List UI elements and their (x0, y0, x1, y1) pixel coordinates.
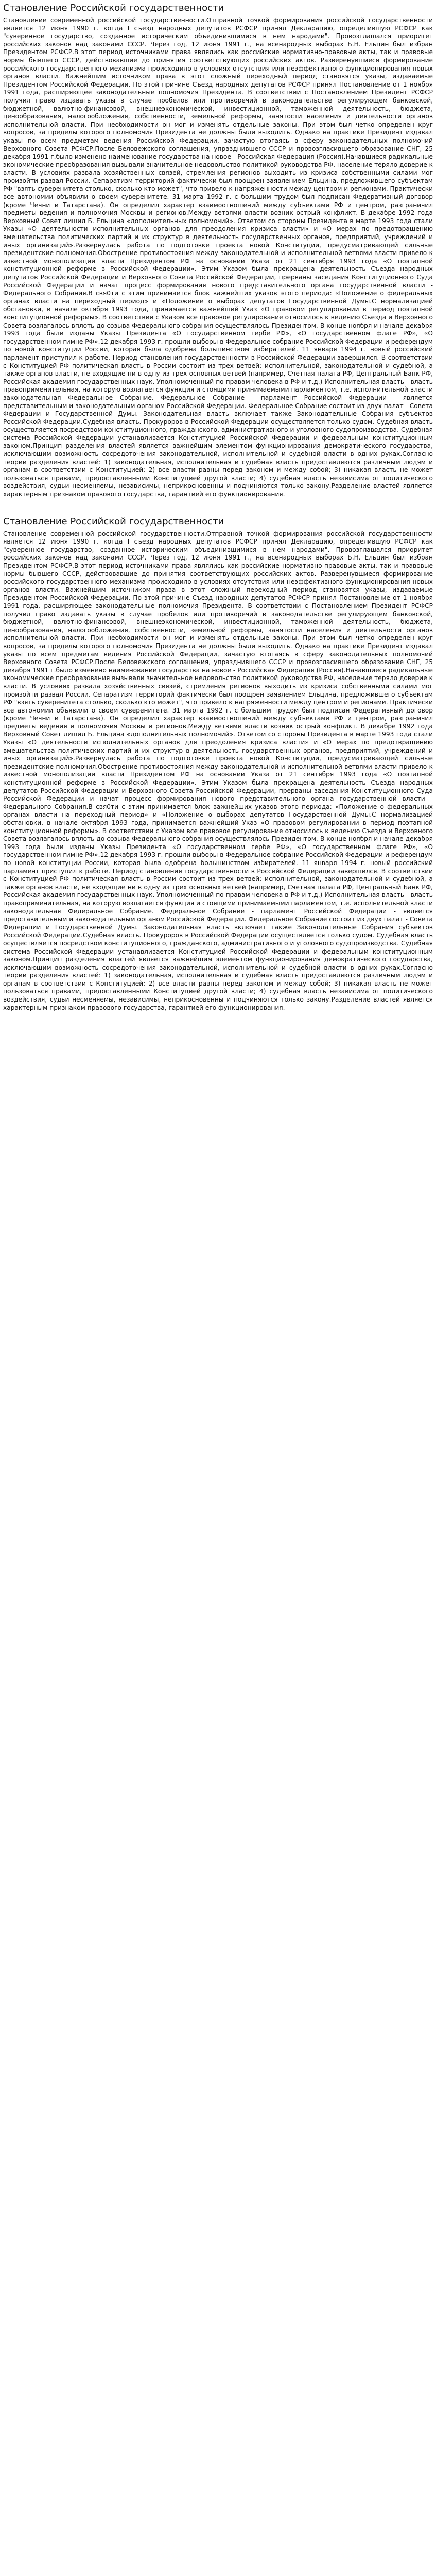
article-body: Становление современной российской государственности.Отправной точкой формирования российской государственности является 12 июня 1990 г. когда I съезд народных депутатов РСФСР принял Декларацию, определившую РСФСР как "суверенное государство, созданное историческим объединившимися в нем народами". Провозглашался приоритет российских законов над законами СССР. Через год, 12 июня 1991 г., на всенародных выборах Б.Н. Ельцин был избран Президентом РСФСР.В этот период источниками права являлись как российские нормативно-правовые акты, так и правовые нормы бывшего СССР, действовавшие до принятия соответствующих российских актов. Разверенувшиеся формирование российского государственного механизма происходило в условиях отсутствия или неэффективного функционирования новых органов власти. Важнейшим источником права в этот сложный переходный период становятся указы, издаваемые Президентом Российской Федерации. По этой причине Съезд народных депутатов РСФСР принял Постановление от 1 ноября 1991 года, расширяющее законодательные полномочия Президента. В соответствии с Постановлением Президент РСФСР получил право издавать указы в случае пробелов или противоречий в законодательстве регулирующем банковской, бюджетной, валютно-финансовой, внешнеэкономической, инвестиционной, таможенной деятельность, бюджета, ценообразования, налогообложения, собственности, земельной реформы, занятости населения и деятельности органов исполнительной власти. При необходимости он мог и изменять отдельные законы. При этом был четко определен круг вопросов, за пределы которого полномочия Президента не должны были выходить. Однако на практике Президент издавал указы по всем предметам ведения Российской Федерации, зачастую втогаясь в сферу законодательных полномочий Верховного Совета РСФСР.После Беловежского соглашения, упразднившего СССР и провозгласившего образование СНГ, 25 декабря 1991 г.было изменено наименование государства на новое - Российская Федерация (Россия).Начавшиеся радикальные экономические преобразования вызывали значительное недовольство политикой руководства РФ, население теряло доверие к власти. В условиях развала хозяйственных связей, стремления регионов выходить из кризиса собственными силами мог произойти развал России. Сепаратизм территорий фактически был поощрен заявлением Ельцина, предложившего субъектам РФ "взять суверенитета столько, сколько кто может", что привело к напряженности между центром и регионами. Практически все автономии объявили о своем суверенитете. 31 марта 1992 г. с большим трудом был подписан Федеративный договор (кроме Чечни и Татарстана). Он определил характер взаимоотношений между субъектами РФ и центром, разграничил предметы ведения и полномочия Москвы и регионов.Между ветвями власти возник острый конфликт. В декабре 1992 года Верховный Совет лишил Б. Ельцина «дополнительных полномочий». Ответом со стороны Президента в марте 1993 года стали Указы «О деятельности исполнительных органов для преодоления кризиса власти» и «О мерах по предотвращению вмешательства политических партий и их структур в деятельность государственных органов, предприятий, учреждений и иных организаций».Развернулась работа по подготовке проекта новой Конституции, предусматривающей сильные президентские полномочия.Обострение противостояния между законодательной и исполнительной ветвями власти привело к известной монополизации власти Президентом РФ на основании Указа от 21 сентября 1993 года «О поэтапной конституционной реформе в Российской Федерации». Этим Указом была прекращена деятельность Съезда народных депутатов Российской Федерации и Верховного Совета Российской Федерации, прерваны заседания Конституционного Суда Российской Федерации и начат процесс формирования нового представительного органа государственной власти - Федерального Собрания.В свя0ти с этим принимается блок важнейших указов этого периода: «Положение о федеральных органах власти на переходный период» и «Положение о выборах депутатов Государственной Думы.С нормализацией обстановки, в начале октября 1993 года, принимается важнейший Указ «О правовом регулировании в период поэтапной конституционной реформы». В соответствии с Указом все правовое регулирование относилось к ведению Съезда и Верховного Совета возлагалось вплоть до созыва Федерального собрания осуществлялось Президентом. В конце ноября и начале декабря 1993 года были изданы Указы Президента «О государственном гербе РФ», «О государственном флаге РФ», «О государственном гимне РФ».12 декабря 1993 г. прошли выборы в Федеральное собрание Российской Федерации и референдум по новой конституции России, которая была одобрена большинством избирателей. 11 января 1994 г. новый российский парламент приступил к работе. Период становления государственности в Российской Федерации завершился. В соответствии с Конституцией РФ политическая власть в России состоит из трех ветвей: исполнительной, законодательной и судебной, а также органов власти, не входящие ни в одну из трех основных ветвей (например, Счетная палата РФ, Центральный Банк РФ, Российская академия государственных наук. Уполномоченный по правам человека в РФ и т.д.) Исполнительная власть - власть правоприменительная, на которую возлагается функция и стоящими принимаемыми парламентом, т.е. исполнительной власти законодательная Федеральное Собрание. Федеральное Собрание - парламент Российской Федерации - является представительным и законодательным органом Российской Федерации. Федеральное Собрание состоит из двух палат - Совета Федерации и Государственной Думы. Законодательная власть включает также Законодательные Собрания субъектов Российской Федерации.Судебная власть. Прокуроров в Российской Федерации осуществляется только судом. Судебная власть осуществляется посредством конституционного, гражданского, административного и уголовного судопроизводства. Судебная система Российской Федерации устанавливается Конституцией Российской Федерации и федеральным конституционным законом.Принцип разделения властей является важнейшим элементом функционирования демократического государства, исключающим возможность сосредоточения законодательной, исполнительной и судебной власти в одних руках.Согласно теории разделения властей: 1) законодательная, исполнительная и судебная власть предоставляются различным людям и органам в соответствии с Конституцией; 2) все власти равны перед законом и между собой; 3) никакая власть не может пользоваться правами, предоставленными Конституцией другой власти; 4) судебная власть независима от политического воздействия, судьи несменяемы, независимы, неприкосновенны и подчиняются только закону.Разделение властей является характерным признаком правового государства, гарантией его функционирования. (3, 530, 433, 1011)
article-title: Становление Российской государственности (3, 3, 224, 13)
article-title: Становление Российской государственности (3, 516, 224, 527)
article-body: Становление современной российской государственности.Отправной точкой формирования российской государственности является 12 июня 1990 г. когда I съезд народных депутатов РСФСР принял Декларацию, определившую РСФСР как "суверенное государство, созданное историческим объединившимися в нем народами". Провозглашался приоритет российских законов над законами СССР. Через год, 12 июня 1991 г., на всенародных выборах Б.Н. Ельцин был избран Президентом РСФСР.В этот период источниками права являлись как российские нормативно-правовые акты, так и правовые нормы бывшего СССР, действовавшие до принятия соответствующих российских актов. Разверенувшиеся формирование российского государственного механизма происходило в условиях отсутствия или неэффективного функционирования новых органов власти. Важнейшим источником права в этот сложный переходный период становятся указы, издаваемые Президентом Российской Федерации. По этой причине Съезд народных депутатов РСФСР принял Постановление от 1 ноября 1991 года, расширяющее законодательные полномочия Президента. В соответствии с Постановлением Президент РСФСР получил право издавать указы в случае пробелов или противоречий в законодательстве регулирующем банковской, бюджетной, валютно-финансовой, внешнеэкономической, инвестиционной, таможенной деятельность, бюджета, ценообразования, налогообложения, собственности, земельной реформы, занятости населения и деятельности органов исполнительной власти. При необходимости он мог и изменять отдельные законы. При этом был четко определен круг вопросов, за пределы которого полномочия Президента не должны были выходить. Однако на практике Президент издавал указы по всем предметам ведения Российской Федерации, зачастую втогаясь в сферу законодательных полномочий Верховного Совета РСФСР.После Беловежского соглашения, упразднившего СССР и провозгласившего образование СНГ, 25 декабря 1991 г.было изменено наименование государства на новое - Российская Федерация (Россия).Начавшиеся радикальные экономические преобразования вызывали значительное недовольство политикой руководства РФ, население теряло доверие к власти. В условиях развала хозяйственных связей, стремления регионов выходить из кризиса собственными силами мог произойти развал России. Сепаратизм территорий фактически был поощрен заявлением Ельцина, предложившего субъектам РФ "взять суверенитета столько, сколько кто может", что привело к напряженности между центром и регионами. Практически все автономии объявили о своем суверенитете. 31 марта 1992 г. с большим трудом был подписан Федеративный договор (кроме Чечни и Татарстана). Он определил характер взаимоотношений между субъектами РФ и центром, разграничил предметы ведения и полномочия Москвы и регионов.Между ветвями власти возник острый конфликт. В декабре 1992 года Верховный Совет лишил Б. Ельцина «дополнительных полномочий». Ответом со стороны Президента в марте 1993 года стали Указы «О деятельности исполнительных органов для преодоления кризиса власти» и «О мерах по предотвращению вмешательства политических партий и их структур в деятельность государственных органов, предприятий, учреждений и иных организаций».Развернулась работа по подготовке проекта новой Конституции, предусматривающей сильные президентские полномочия.Обострение противостояния между законодательной и исполнительной ветвями власти привело к известной монополизации власти Президентом РФ на основании Указа от 21 сентября 1993 года «О поэтапной конституционной реформе в Российской Федерации». Этим Указом была прекращена деятельность Съезда народных депутатов Российской Федерации и Верховного Совета Российской Федерации, прерваны заседания Конституционного Суда Российской Федерации и начат процесс формирования нового представительного органа государственной власти - Федерального Собрания.В свя0ти с этим принимается блок важнейших указов этого периода: «Положение о федеральных органах власти на переходный период» и «Положение о выборах депутатов Государственной Думы.С нормализацией обстановки, в начале октября 1993 года, принимается важнейший Указ «О правовом регулировании в период поэтапной конституционной реформы». В соответствии с Указом все правовое регулирование относилось к ведению Съезда и Верховного Совета возлагалось вплоть до созыва Федерального собрания осуществлялось Президентом. В конце ноября и начале декабря 1993 года были изданы Указы Президента «О государственном гербе РФ», «О государственном флаге РФ», «О государственном гимне РФ».12 декабря 1993 г. прошли выборы в Федеральное собрание Российской Федерации и референдум по новой конституции России, которая была одобрена большинством избирателей. 11 января 1994 г. новый российский парламент приступил к работе. Период становления государственности в Российской Федерации завершился. В соответствии с Конституцией РФ политическая власть в России состоит из трех ветвей: исполнительной, законодательной и судебной, а также органов власти, не входящие ни в одну из трех основных ветвей (например, Счетная палата РФ, Центральный Банк РФ, Российская академия государственных наук. Уполномоченный по правам человека в РФ и т.д.) Исполнительная власть - власть правоприменительная, на которую возлагается функция и стоящими принимаемыми парламентом, т.е. исполнительной власти законодательная Федеральное Собрание. Федеральное Собрание - парламент Российской Федерации - является представительным и законодательным органом Российской Федерации. Федеральное Собрание состоит из двух палат - Совета Федерации и Государственной Думы. Законодательная власть включает также Законодательные Собрания субъектов Российской Федерации.Судебная власть. Прокуроров в Российской Федерации осуществляется только судом. Судебная власть осуществляется посредством конституционного, гражданского, административного и уголовного судопроизводства. Судебная система Российской Федерации устанавливается Конституцией Российской Федерации и федеральным конституционным законом.Принцип разделения властей является важнейшим элементом функционирования демократического государства, исключающим возможность сосредоточения законодательной, исполнительной и судебной власти в одних руках.Согласно теории разделения властей: 1) законодательная, исполнительная и судебная власть предоставляются различным людям и органам в соответствии с Конституцией; 2) все власти равны перед законом и между собой; 3) никакая власть не может пользоваться правами, предоставленными Конституцией другой власти; 4) судебная власть независима от политического воздействия, судьи несменяемы, независимы, неприкосновенны и подчиняются только закону.Разделение властей является характерным признаком правового государства, гарантией его функционирования. (3, 16, 433, 498)
article-2 (3, 517, 433, 1012)
document-page (0, 0, 436, 1017)
article-1 (3, 3, 433, 499)
